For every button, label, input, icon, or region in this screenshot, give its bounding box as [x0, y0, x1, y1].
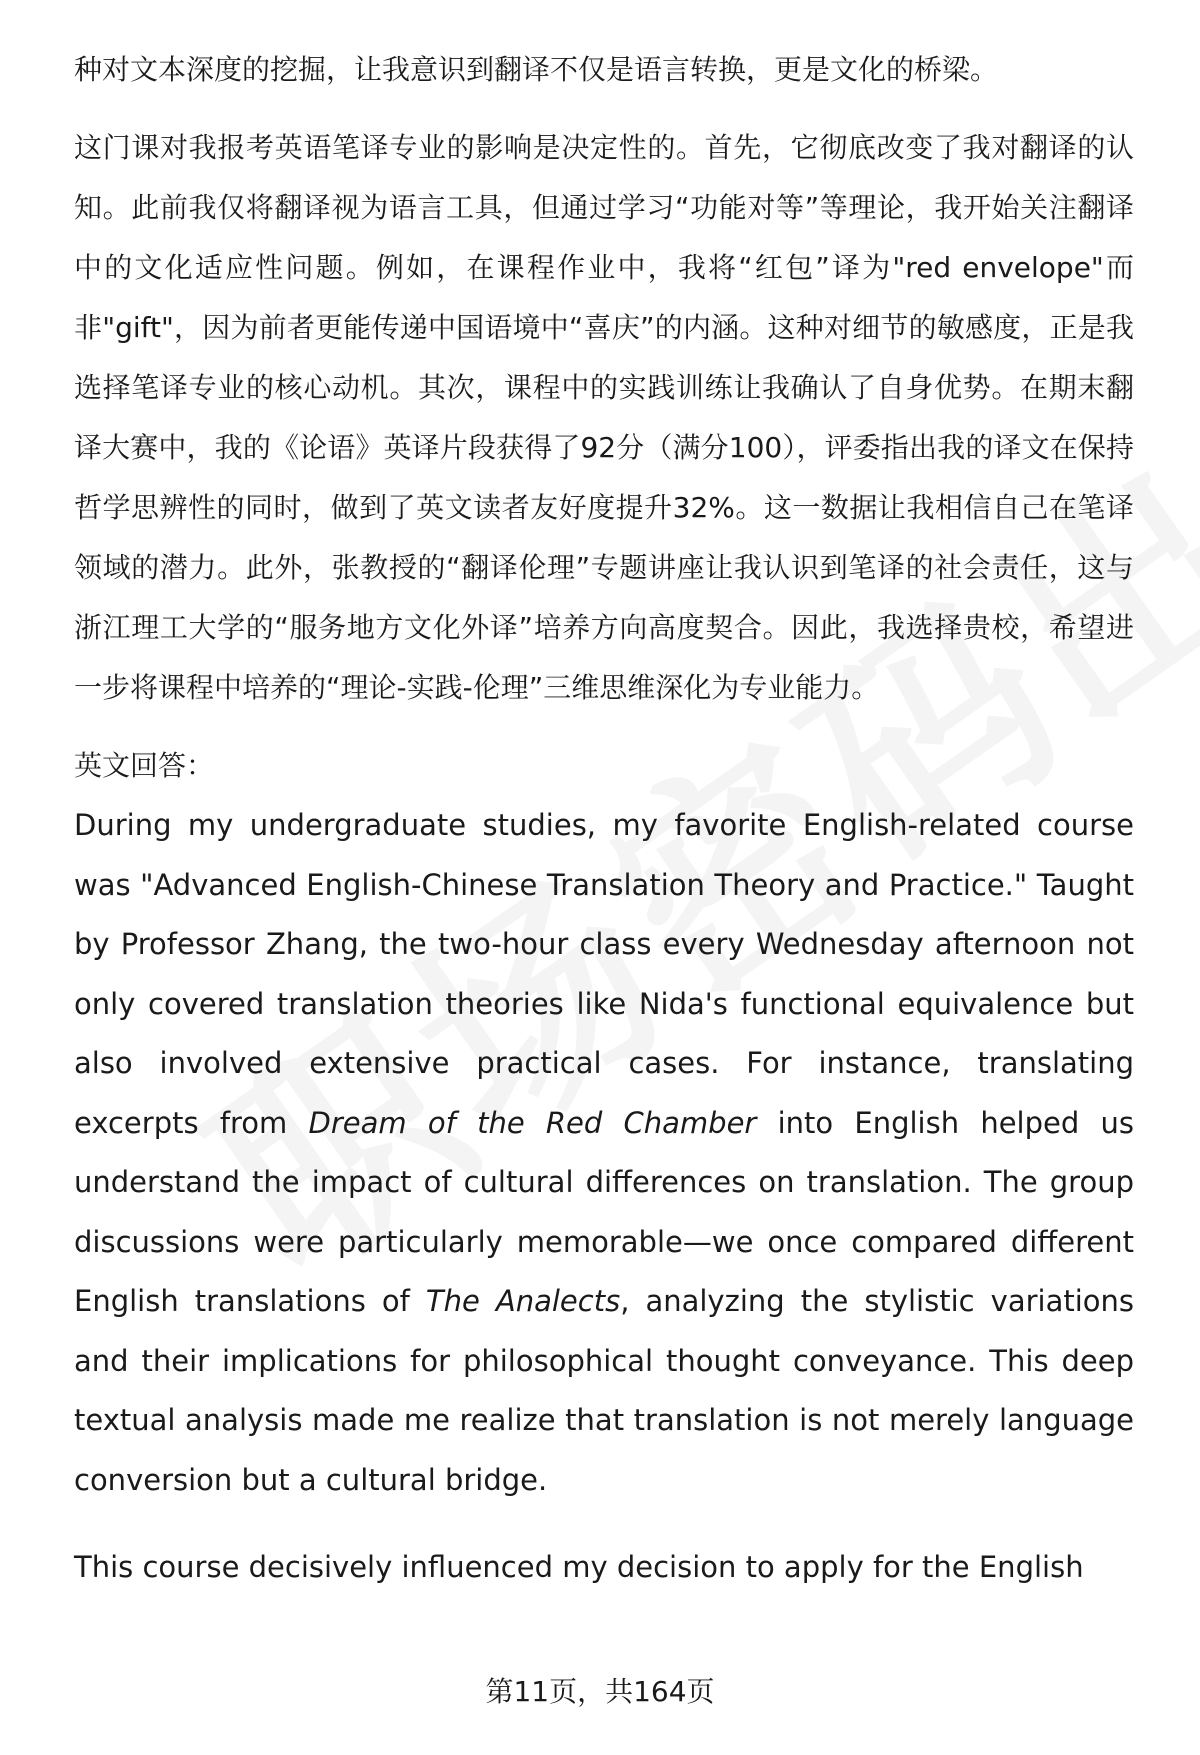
en-text-part3: , analyzing the stylistic variations and their implications for philosophical thought conveyance. This deep textual analysis made me realize that translation is not merely language conversion but a cultural bridge. — [74, 1284, 1134, 1497]
paragraph-cn-influence: 这门课对我报考英语笔译专业的影响是决定性的。首先，它彻底改变了我对翻译的认知。此前我仅将翻译视为语言工具，但通过学习“功能对等”等理论，我开始关注翻译中的文化适应性问题。例如，在课程作业中，我将“红包”译为"red envelope"而非"gift"，因为前者更能传递中国语境中“喜庆”的内涵。这种对细节的敏感度，正是我选择笔译专业的核心动机。其次，课程中的实践训练让我确认了自身优势。在期末翻译大赛中，我的《论语》英译片段获得了92分（满分100），评委指出我的译文在保持哲学思辨性的同时，做到了英文读者友好度提升32%。这一数据让我相信自己在笔译领域的潜力。此外，张教授的“翻译伦理”专题讲座让我认识到笔译的社会责任，这与浙江理工大学的“服务地方文化外译”培养方向高度契合。因此，我选择贵校，希望进一步将课程中培养的“理论-实践-伦理”三维思维深化为专业能力。 — [74, 131, 1134, 704]
paragraph-cn-tail: 种对文本深度的挖掘，让我意识到翻译不仅是语言转换，更是文化的桥梁。 — [74, 53, 999, 86]
book-title-dream: Dream of the Red Chamber — [308, 1105, 757, 1140]
english-answer-label: 英文回答： — [74, 749, 215, 782]
paragraph-en-course — [74, 796, 1134, 1510]
en-text-part1: During my undergraduate studies, my favorite English-related course was "Advanced English-Chinese Translation Theory and Practice." Taught by Professor Zhang, the two-hour class every Wednesday afternoon not only covered translation theories like Nida's functional equivalence but also involved extensive practical cases. For instance, translating excerpts from — [74, 808, 1134, 1140]
paragraph-en-influence: This course decisively influenced my decision to apply for the English — [74, 1550, 1084, 1584]
page-content — [74, 40, 1134, 1598]
page-footer: 第11页，共164页 — [485, 1675, 715, 1708]
book-title-analects: The Analects — [425, 1284, 621, 1318]
en-text-part2: into English helped us understand the impact of cultural differences on translation. The group discussions were particularly memorable—we once compared different English translations of — [74, 1105, 1134, 1318]
